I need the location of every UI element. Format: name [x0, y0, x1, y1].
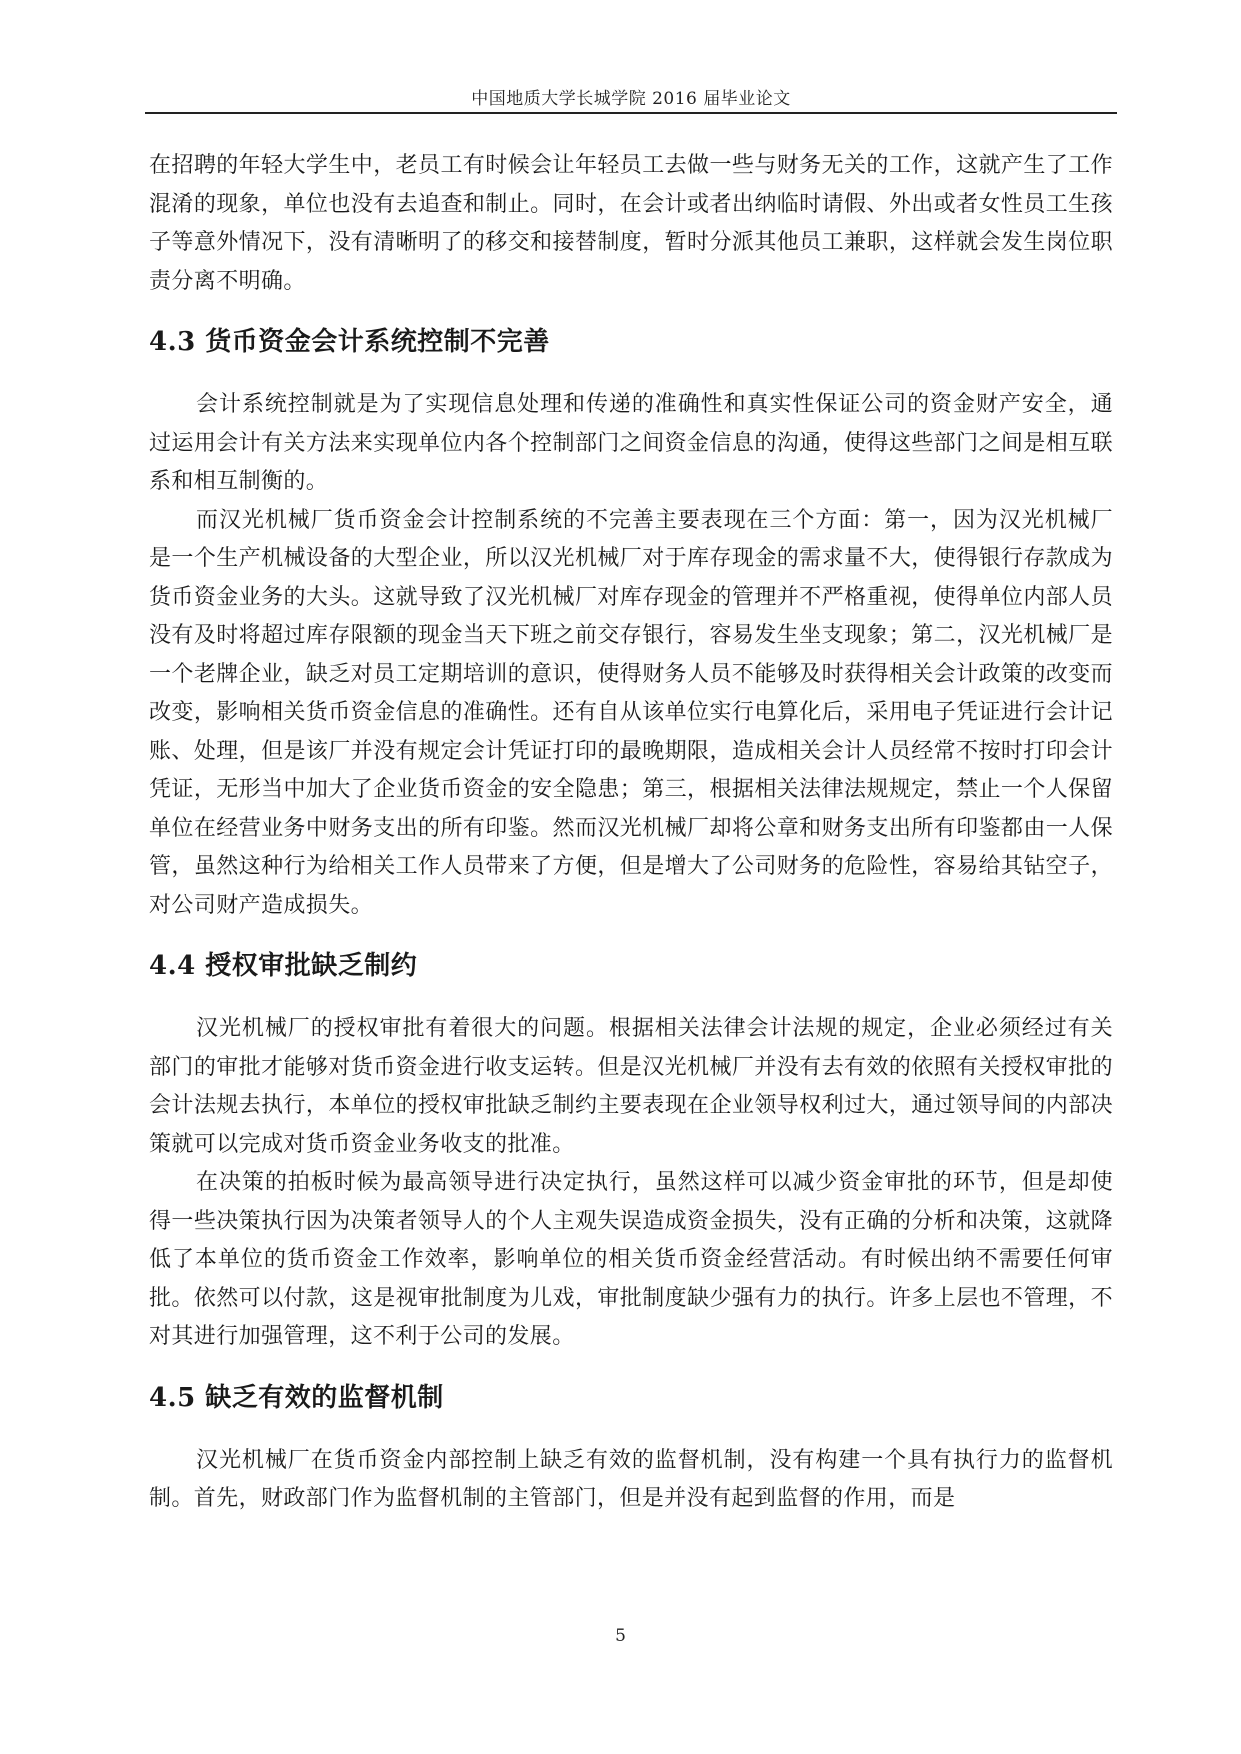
header-rule [145, 112, 1117, 114]
paragraph: 汉光机械厂的授权审批有着很大的问题。根据相关法律会计法规的规定，企业必须经过有关部门的审批才能够对货币资金进行收支运转。但是汉光机械厂并没有去有效的依照有关授权审批的会计法规去执行，本单位的授权审批缺乏制约主要表现在企业领导权利过大，通过领导间的内部决策就可以完成对货币资金业务收支的批准。 [149, 1016, 1113, 1157]
paragraph-continued: 在招聘的年轻大学生中，老员工有时候会让年轻员工去做一些与财务无关的工作，这就产生了工作混淆的现象，单位也没有去追查和制止。同时，在会计或者出纳临时请假、外出或者女性员工生孩子等意外情况下，没有清晰明了的移交和接替制度，暂时分派其他员工兼职，这样就会发生岗位职责分离不明确。 [149, 153, 1113, 294]
page-number: 5 [615, 1626, 626, 1646]
section-heading-4-4: 4.4 授权审批缺乏制约 [149, 951, 418, 981]
paragraph: 而汉光机械厂货币资金会计控制系统的不完善主要表现在三个方面：第一，因为汉光机械厂是一个生产机械设备的大型企业，所以汉光机械厂对于库存现金的需求量不大，使得银行存款成为货币资金业务的大头。这就导致了汉光机械厂对库存现金的管理并不严格重视，使得单位内部人员没有及时将超过库存限额的现金当天下班之前交存银行，容易发生坐支现象；第二，汉光机械厂是一个老牌企业，缺乏对员工定期培训的意识，使得财务人员不能够及时获得相关会计政策的改变而改变，影响相关货币资金信息的准确性。还有自从该单位实行电算化后，采用电子凭证进行会计记账、处理，但是该厂并没有规定会计凭证打印的最晚期限，造成相关会计人员经常不按时打印会计凭证，无形当中加大了企业货币资金的安全隐患；第三，根据相关法律法规规定，禁止一个人保留单位在经营业务中财务支出的所有印鉴。然而汉光机械厂却将公章和财务支出所有印鉴都由一人保管，虽然这种行为给相关工作人员带来了方便，但是增大了公司财务的危险性，容易给其钻空子，对公司财产造成损失。 [149, 507, 1113, 918]
section-heading-4-3: 4.3 货币资金会计系统控制不完善 [149, 327, 550, 357]
paragraph: 汉光机械厂在货币资金内部控制上缺乏有效的监督机制，没有构建一个具有执行力的监督机制。首先，财政部门作为监督机制的主管部门，但是并没有起到监督的作用，而是 [149, 1447, 1113, 1511]
section-heading-4-5: 4.5 缺乏有效的监督机制 [149, 1382, 444, 1413]
paragraph: 会计系统控制就是为了实现信息处理和传递的准确性和真实性保证公司的资金财产安全，通过运用会计有关方法来实现单位内各个控制部门之间资金信息的沟通，使得这些部门之间是相互联系和相互制衡的。 [149, 392, 1113, 494]
paragraph: 在决策的拍板时候为最高领导进行决定执行，虽然这样可以减少资金审批的环节，但是却使得一些决策执行因为决策者领导人的个人主观失误造成资金损失，没有正确的分析和决策，这就降低了本单位的货币资金工作效率，影响单位的相关货币资金经营活动。有时候出纳不需要任何审批。依然可以付款，这是视审批制度为儿戏，审批制度缺少强有力的执行。许多上层也不管理，不对其进行加强管理，这不利于公司的发展。 [149, 1170, 1113, 1349]
page-body [149, 147, 1113, 1519]
running-header: 中国地质大学长城学院 2016 届毕业论文 [471, 89, 791, 109]
